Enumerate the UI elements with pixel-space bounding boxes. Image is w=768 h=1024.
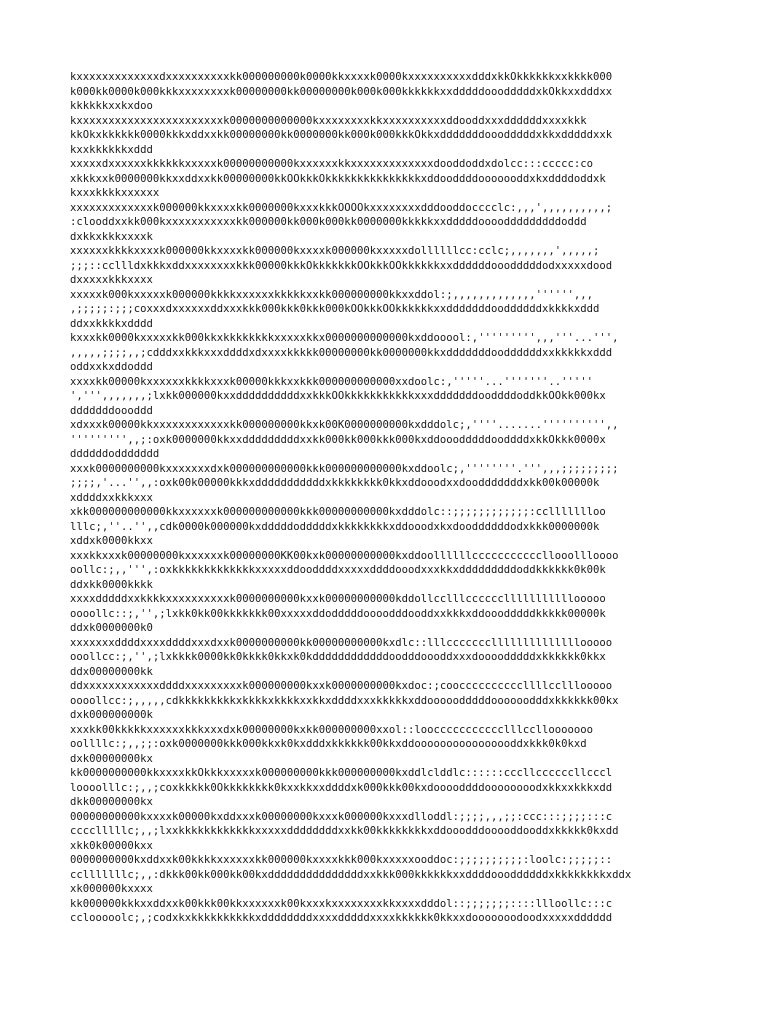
ascii-art-line: cclllllllc;,,:dkkk00kk000kk00kxdddddddddddddddxxkkk000kkkkkkxxddddoooddddddxkkkkkkkkxddx bbox=[70, 868, 632, 881]
ascii-art-line: kxxxkk0000kxxxxxkk000kkxkkkkkkkkxxxxxkkx0000000000000kxddooool:,''''''''',,,'''...''', bbox=[70, 332, 619, 344]
ascii-art-line: xxxxxdxxxxxxkkkkkkxxxxxk00000000000kxxxxxxkkxxxxxxxxxxxxxdooddoddxdolcc:::ccccc:co bbox=[70, 158, 593, 170]
ascii-art-line: ddx00000000kk bbox=[70, 665, 153, 678]
ascii-art-line: kxxxxxxxxxxxxxdxxxxxxxxxxkk000000000k0000kkxxxxk0000kxxxxxxxxxxdddxkkOkkkkkkxxkkkk000 bbox=[70, 71, 613, 83]
ascii-art-line: dddddddoooddd bbox=[70, 404, 153, 417]
ascii-art-line: dkk00000000kx bbox=[70, 796, 153, 808]
ascii-art-line: cclooooolc;,;codxkxkkkkkkkkkkxddddddddxxxxdddddxxxxkkkkkk0kkxxdooooooodoodxxxxxdddddd bbox=[70, 912, 613, 924]
ascii-art-line: xk000000kxxxx bbox=[70, 883, 153, 895]
ascii-art-line: oooollcc:;,,,,,cdkkkkkkkkkxkkkkxkkkkxxkkxddddxxxkkkkkxddooooodddddoooooodddxkkkkkk00kx bbox=[70, 694, 619, 707]
ascii-art-line: xxxxxxxxxxxxxk000000kkxxxxkk0000000kxxxkkkOOOOkxxxxxxxxdddooddocccclc:,,,',,,,,,,,,,; bbox=[70, 201, 613, 214]
ascii-art-line: kkOkxkkkkkk0000kkkxddxxkk00000000kk0000000kk000k000kkkOkkxdddddddooodddddxkkxdddddxxk bbox=[70, 129, 613, 141]
ascii-art-line: ddxkk0000kkkk bbox=[70, 578, 153, 591]
ascii-art-block bbox=[70, 70, 700, 926]
ascii-art-line: ,;;;;;:;;;coxxxdxxxxxxddxxxkkk000kkk0kkk000kOOkkkOOkkkkkkxxdddddddooddddddxkkkkxddd bbox=[70, 303, 600, 315]
ascii-art-line: dxkkxkkkxxxxk bbox=[70, 230, 153, 243]
ascii-art-line: dxk000000000k bbox=[70, 709, 153, 721]
ascii-art-line: ,,,,,;;;;,,;cdddxxkkkxxxddddxdxxxxkkkkk00000000kk0000000kkxdddddddooddddddxxkkkkkxddd bbox=[70, 346, 613, 359]
ascii-art-line: oooollc::;,'',;lxkk0kk00kkkkkkk00xxxxxddodddddoooodddooddxxkkkxddooodddddkkkkk00000k bbox=[70, 607, 606, 620]
ascii-art-line: xddddxxkkkxxx bbox=[70, 491, 153, 504]
ascii-art-line: ddddddoddddddd bbox=[70, 448, 160, 460]
ascii-art-line: kk000000kkkxxddxxk00kkk00kkxxxxxxk00kxxxkxxxxxxxxkkxxxxdddol::;;;;;;;::::llloollc:::c bbox=[70, 897, 613, 910]
ascii-art-line: ooollcc:;,'',;lxkkkk0000kk0kkkk0kkxk0kddddddddddddoodddoooddxxxdoooodddddxkkkkkk0kkx bbox=[70, 651, 606, 663]
ascii-art-line: xkkkxxk0000000kkxxddxxkk00000000kkOOkkkOkkkkkkkkkkkkkkkxddooddddooooooddxkxddddoddxk bbox=[70, 172, 606, 185]
ascii-art-line: ''''''''',,;:oxk0000000kkxxdddddddddxxkk000kk000kkk000kxddooodddddooddddxkkOkkk0000x bbox=[70, 433, 606, 446]
ascii-art-line: k000kk0000k000kkkxxxxxxxxk00000000kk00000000k000k000kkkkkkxxdddddooodddddxkOkkxxdddxx bbox=[70, 85, 613, 98]
ascii-art-line: oollc:;,,''',:oxkkkkkkkkkkkkkxxxxxddooddddxxxxxddddooodxxxkkxdddddddddoddkkkkkk0k00k bbox=[70, 564, 606, 576]
ascii-art-line: xkk000000000000kkxxxxxxk000000000000kkk00000000000kxdddolc::;;;;;;;;;;;;:ccllllllloo bbox=[70, 506, 606, 518]
ascii-art-line: loooolllc:;,,;coxkkkkk0Okkkkkkkk0kxxkkxxddddxk000kkk00kxdooooddddoooooooodxkkxxkkkxdd bbox=[70, 781, 613, 794]
ascii-art-line: xxxxkk00000kxxxxxxkkkkxxxk00000kkkxxkkk000000000000xxdoolc:,'''''...'''''''..''''' bbox=[70, 375, 593, 388]
ascii-art-line: ddxk0000000k0 bbox=[70, 622, 153, 634]
ascii-art-line: ',''',,,,,,,;lxkk000000kxxddddddddddxxkkkOOkkkkkkkkkkkxxxdddddddooddddoddkkOOkk000kx bbox=[70, 390, 606, 402]
ascii-art-line: dxxxxxkkkxxxx bbox=[70, 274, 153, 286]
ascii-art-line: xxxxxk000kxxxxxk000000kkkkxxxxxxkkkkkxxkk000000000kkxxddol:;,,,,,,,,,,,,,'''''',,, bbox=[70, 288, 593, 301]
ascii-art-line: xxxkk00kkkkkxxxxxxkkkxxxdxk00000000kxkk000000000xxol::looccccccccccclllccllooooooo bbox=[70, 723, 593, 736]
ascii-art-line: ddxxxxxxxxxxxxddddxxxxxxxxxk000000000kxxk0000000000kxdoc:;cooccccccccccllllcclllooooo bbox=[70, 680, 613, 692]
ascii-art-line: 0000000000kxddxxk00kkkkxxxxxxkk000000kxxxxkkk000kxxxxxooddoc:;;;;;;;;;;:loolc:;;;;;:: bbox=[70, 854, 613, 866]
ascii-art-line: oollllc:;,,;;:oxk0000000kkk000kkxk0kxdddxkkkkkk00kkxddoooooooooooooooddxkkk0k0kxd bbox=[70, 738, 587, 750]
ascii-art-line: xkk0k00000kxx bbox=[70, 839, 153, 852]
ascii-art-line: cccclllllc;,,;lxxkkkkkkkkkkkkxxxxxddddddddxxkk00kkkkkkkkxddooodddooooddooddxkkkkk0kxdd bbox=[70, 825, 619, 837]
ascii-art-line: kk0000000000kkxxxxkkOkkkxxxxxk000000000kkk000000000kxddlclddlc::::::cccllccccccllcccl bbox=[70, 767, 613, 779]
ascii-art-line: xxxxxxkkkkxxxxk000000kkxxxxkk000000kxxxxk000000kxxxxxdollllllcc:cclc;,,,,,,,',,,,,; bbox=[70, 245, 600, 257]
ascii-art-line: kxxxkkkkxxxxxx bbox=[70, 187, 160, 199]
ascii-art-line: oddxxkxddoddd bbox=[70, 361, 153, 373]
ascii-art-line: xddxk0000kkxx bbox=[70, 535, 153, 547]
ascii-art-line: ;;;;,'...'',,:oxk00k00000kkkxdddddddddddxkkkkkkkk0kkxddooodxxdoodddddddxkk00k00000k bbox=[70, 477, 600, 489]
ascii-art-line: xxxk0000000000kxxxxxxxdxk000000000000kkk000000000000kxddoolc;,''''''''.''',,,;;;;;;;;; bbox=[70, 462, 619, 475]
ascii-art-line: ;;;::ccllldxkkkxddxxxxxxxxkkk00000kkkOkkkkkkkOOkkkOOkkkkkkxxddddddooodddddodxxxxxdood bbox=[70, 259, 613, 272]
ascii-art-line: lllc;,''..'',,cdk0000k000000kxdddddodddddxkkkkkkkkxddooodxkxdooddddddodxkkk0000000k bbox=[70, 520, 600, 533]
ascii-art-line: xxxxxxxddddxxxxddddxxxdxxk0000000000kk00000000000kxdlc::lllcccccccllllllllllllllooooo bbox=[70, 636, 613, 649]
ascii-art-line: kkkkkkxxkxdoo bbox=[70, 100, 153, 112]
ascii-art-line: xxxxdddddxxkkkkxxxxxxxxxxk0000000000kxxk00000000000kddollcclllcccccclllllllllllooooo bbox=[70, 593, 606, 605]
ascii-art-line: kxxxxxxxxxxxxxxxxxxxxxxxk0000000000000kxxxxxxxxkkxxxxxxxxxxddooddxxxddddddxxxxkkk bbox=[70, 114, 587, 127]
ascii-art-line: :clooddxxkk000kxxxxxxxxxxxkk000000kk000k000kk0000000kkkkkxxdddddoooodddddddddoddd bbox=[70, 216, 587, 228]
ascii-art-line: dxk00000000kx bbox=[70, 752, 153, 765]
ascii-art-line: kxxkkkkkkxddd bbox=[70, 143, 153, 156]
ascii-art-line: 00000000000kxxxxk00000kxddxxxk00000000kxxxk000000kxxxdlloddl:;;;;,,,;;:ccc:::;;;;:::c bbox=[70, 810, 613, 823]
ascii-art-line: xdxxxk00000kkxxxxxxxxxxxxkk000000000kkxk00K0000000000kxdddolc;,''''.......'''''''''',, bbox=[70, 419, 619, 431]
ascii-art-line: ddxxkkkkxdddd bbox=[70, 317, 153, 330]
ascii-art-line: xxxkkxxxk00000000kxxxxxxk00000000KK00kxk00000000000kxddoollllllcccccccccccllooollloooo bbox=[70, 549, 619, 562]
